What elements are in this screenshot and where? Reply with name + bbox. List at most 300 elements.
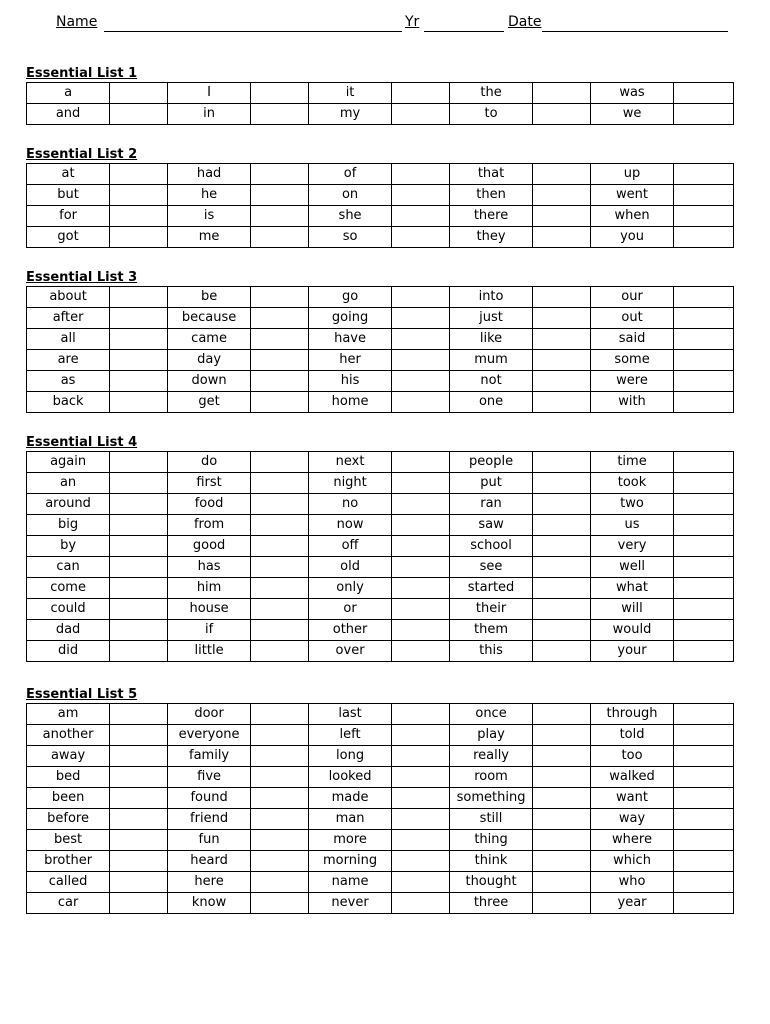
word-cell: no <box>308 494 391 515</box>
word-cell: about <box>27 287 110 308</box>
answer-cell[interactable] <box>674 206 734 227</box>
answer-cell[interactable] <box>674 767 734 788</box>
essential-list-2 <box>26 147 734 248</box>
answer-cell[interactable] <box>110 599 168 620</box>
answer-cell[interactable] <box>674 788 734 809</box>
word-cell: friend <box>167 809 250 830</box>
word-cell: who <box>590 872 673 893</box>
word-cell: away <box>27 746 110 767</box>
answer-cell[interactable] <box>392 578 450 599</box>
answer-cell[interactable] <box>674 851 734 872</box>
answer-cell[interactable] <box>251 599 309 620</box>
answer-cell[interactable] <box>392 620 450 641</box>
answer-cell[interactable] <box>533 851 591 872</box>
table-row <box>27 599 734 620</box>
word-cell: this <box>449 641 532 662</box>
answer-cell[interactable] <box>674 725 734 746</box>
answer-cell[interactable] <box>674 227 734 248</box>
word-cell: would <box>590 620 673 641</box>
answer-cell[interactable] <box>392 329 450 350</box>
answer-cell[interactable] <box>533 164 591 185</box>
answer-cell[interactable] <box>110 788 168 809</box>
table-row <box>27 308 734 329</box>
list-title: Essential List 5 <box>26 687 138 702</box>
word-cell: do <box>167 452 250 473</box>
answer-cell[interactable] <box>110 452 168 473</box>
word-cell: big <box>27 515 110 536</box>
word-cell: out <box>590 308 673 329</box>
word-cell: off <box>308 536 391 557</box>
word-table <box>26 163 734 248</box>
word-cell: said <box>590 329 673 350</box>
answer-cell[interactable] <box>392 392 450 413</box>
table-row <box>27 536 734 557</box>
word-cell: first <box>167 473 250 494</box>
answer-cell[interactable] <box>674 164 734 185</box>
answer-cell[interactable] <box>674 620 734 641</box>
word-cell: time <box>590 452 673 473</box>
word-cell: down <box>167 371 250 392</box>
word-cell: me <box>167 227 250 248</box>
answer-cell[interactable] <box>674 494 734 515</box>
answer-cell[interactable] <box>392 515 450 536</box>
answer-cell[interactable] <box>392 452 450 473</box>
word-cell: for <box>27 206 110 227</box>
date-field[interactable] <box>542 31 728 32</box>
date-label: Date <box>508 14 542 30</box>
word-cell: home <box>308 392 391 413</box>
word-cell: want <box>590 788 673 809</box>
word-cell: started <box>449 578 532 599</box>
answer-cell[interactable] <box>533 725 591 746</box>
yr-field[interactable] <box>424 31 504 32</box>
word-cell: man <box>308 809 391 830</box>
answer-cell[interactable] <box>533 494 591 515</box>
answer-cell[interactable] <box>110 641 168 662</box>
answer-cell[interactable] <box>392 851 450 872</box>
answer-cell[interactable] <box>251 557 309 578</box>
word-cell: at <box>27 164 110 185</box>
essential-list-5 <box>26 687 734 914</box>
answer-cell[interactable] <box>533 641 591 662</box>
word-cell: his <box>308 371 391 392</box>
answer-cell[interactable] <box>533 308 591 329</box>
yr-label: Yr <box>405 14 420 30</box>
word-cell: before <box>27 809 110 830</box>
word-cell: looked <box>308 767 391 788</box>
answer-cell[interactable] <box>392 809 450 830</box>
word-cell: not <box>449 371 532 392</box>
answer-cell[interactable] <box>251 350 309 371</box>
word-cell: in <box>167 104 250 125</box>
word-cell: are <box>27 350 110 371</box>
answer-cell[interactable] <box>392 164 450 185</box>
word-cell: way <box>590 809 673 830</box>
answer-cell[interactable] <box>251 83 309 104</box>
answer-cell[interactable] <box>392 227 450 248</box>
word-cell: and <box>27 104 110 125</box>
word-cell: fun <box>167 830 250 851</box>
answer-cell[interactable] <box>251 830 309 851</box>
word-cell: house <box>167 599 250 620</box>
answer-cell[interactable] <box>533 227 591 248</box>
word-cell: night <box>308 473 391 494</box>
answer-cell[interactable] <box>110 851 168 872</box>
word-cell: going <box>308 308 391 329</box>
answer-cell[interactable] <box>533 329 591 350</box>
word-cell: another <box>27 725 110 746</box>
table-row <box>27 641 734 662</box>
word-cell: walked <box>590 767 673 788</box>
answer-cell[interactable] <box>392 371 450 392</box>
answer-cell[interactable] <box>110 164 168 185</box>
word-table <box>26 286 734 413</box>
answer-cell[interactable] <box>392 767 450 788</box>
answer-cell[interactable] <box>674 473 734 494</box>
answer-cell[interactable] <box>533 893 591 914</box>
table-row <box>27 329 734 350</box>
table-row <box>27 206 734 227</box>
table-row <box>27 788 734 809</box>
answer-cell[interactable] <box>110 287 168 308</box>
word-cell: two <box>590 494 673 515</box>
answer-cell[interactable] <box>110 185 168 206</box>
word-cell: here <box>167 872 250 893</box>
word-cell: very <box>590 536 673 557</box>
answer-cell[interactable] <box>392 287 450 308</box>
answer-cell[interactable] <box>674 308 734 329</box>
word-cell: which <box>590 851 673 872</box>
answer-cell[interactable] <box>533 185 591 206</box>
answer-cell[interactable] <box>533 704 591 725</box>
answer-cell[interactable] <box>674 287 734 308</box>
word-cell: up <box>590 164 673 185</box>
answer-cell[interactable] <box>533 809 591 830</box>
name-field[interactable] <box>104 31 402 32</box>
answer-cell[interactable] <box>533 104 591 125</box>
answer-cell[interactable] <box>392 830 450 851</box>
answer-cell[interactable] <box>533 83 591 104</box>
answer-cell[interactable] <box>251 452 309 473</box>
table-row <box>27 830 734 851</box>
answer-cell[interactable] <box>674 641 734 662</box>
word-cell: old <box>308 557 391 578</box>
answer-cell[interactable] <box>533 872 591 893</box>
word-cell: he <box>167 185 250 206</box>
answer-cell[interactable] <box>533 371 591 392</box>
word-cell: like <box>449 329 532 350</box>
answer-cell[interactable] <box>392 746 450 767</box>
answer-cell[interactable] <box>110 104 168 125</box>
word-cell: a <box>27 83 110 104</box>
word-cell: bed <box>27 767 110 788</box>
answer-cell[interactable] <box>533 206 591 227</box>
answer-cell[interactable] <box>251 578 309 599</box>
answer-cell[interactable] <box>251 515 309 536</box>
answer-cell[interactable] <box>251 206 309 227</box>
answer-cell[interactable] <box>110 308 168 329</box>
answer-cell[interactable] <box>674 704 734 725</box>
word-cell: day <box>167 350 250 371</box>
answer-cell[interactable] <box>251 767 309 788</box>
answer-cell[interactable] <box>392 557 450 578</box>
answer-cell[interactable] <box>251 704 309 725</box>
answer-cell[interactable] <box>251 287 309 308</box>
answer-cell[interactable] <box>392 893 450 914</box>
word-cell: she <box>308 206 391 227</box>
word-cell: morning <box>308 851 391 872</box>
answer-cell[interactable] <box>251 746 309 767</box>
answer-cell[interactable] <box>251 620 309 641</box>
answer-cell[interactable] <box>110 473 168 494</box>
word-cell: other <box>308 620 391 641</box>
answer-cell[interactable] <box>392 641 450 662</box>
word-cell: see <box>449 557 532 578</box>
word-cell: ran <box>449 494 532 515</box>
answer-cell[interactable] <box>674 392 734 413</box>
answer-cell[interactable] <box>251 851 309 872</box>
answer-cell[interactable] <box>392 308 450 329</box>
table-row <box>27 704 734 725</box>
answer-cell[interactable] <box>110 536 168 557</box>
word-cell: into <box>449 287 532 308</box>
answer-cell[interactable] <box>251 371 309 392</box>
word-cell: told <box>590 725 673 746</box>
answer-cell[interactable] <box>392 494 450 515</box>
answer-cell[interactable] <box>674 557 734 578</box>
word-cell: there <box>449 206 532 227</box>
word-cell: little <box>167 641 250 662</box>
answer-cell[interactable] <box>674 872 734 893</box>
word-cell: we <box>590 104 673 125</box>
word-cell: room <box>449 767 532 788</box>
word-cell: got <box>27 227 110 248</box>
answer-cell[interactable] <box>674 893 734 914</box>
word-cell: her <box>308 350 391 371</box>
answer-cell[interactable] <box>392 872 450 893</box>
word-cell: as <box>27 371 110 392</box>
answer-cell[interactable] <box>674 329 734 350</box>
word-cell: will <box>590 599 673 620</box>
table-row <box>27 473 734 494</box>
answer-cell[interactable] <box>533 788 591 809</box>
answer-cell[interactable] <box>533 578 591 599</box>
word-cell: never <box>308 893 391 914</box>
table-row <box>27 83 734 104</box>
word-cell: you <box>590 227 673 248</box>
answer-cell[interactable] <box>392 206 450 227</box>
word-cell: something <box>449 788 532 809</box>
answer-cell[interactable] <box>674 830 734 851</box>
answer-cell[interactable] <box>110 893 168 914</box>
word-cell: or <box>308 599 391 620</box>
answer-cell[interactable] <box>674 599 734 620</box>
answer-cell[interactable] <box>110 767 168 788</box>
word-cell: am <box>27 704 110 725</box>
table-row <box>27 185 734 206</box>
word-cell: after <box>27 308 110 329</box>
answer-cell[interactable] <box>251 473 309 494</box>
answer-cell[interactable] <box>674 350 734 371</box>
table-row <box>27 494 734 515</box>
answer-cell[interactable] <box>110 227 168 248</box>
table-row <box>27 350 734 371</box>
answer-cell[interactable] <box>251 725 309 746</box>
word-cell: three <box>449 893 532 914</box>
word-cell: thing <box>449 830 532 851</box>
answer-cell[interactable] <box>110 578 168 599</box>
word-cell: best <box>27 830 110 851</box>
answer-cell[interactable] <box>392 83 450 104</box>
word-cell: come <box>27 578 110 599</box>
answer-cell[interactable] <box>251 494 309 515</box>
word-cell: with <box>590 392 673 413</box>
word-cell: year <box>590 893 673 914</box>
table-row <box>27 767 734 788</box>
answer-cell[interactable] <box>251 308 309 329</box>
answer-cell[interactable] <box>392 185 450 206</box>
answer-cell[interactable] <box>110 809 168 830</box>
word-cell: mum <box>449 350 532 371</box>
word-cell: know <box>167 893 250 914</box>
list-title: Essential List 3 <box>26 270 138 285</box>
answer-cell[interactable] <box>392 104 450 125</box>
answer-cell[interactable] <box>533 287 591 308</box>
word-cell: is <box>167 206 250 227</box>
word-cell: they <box>449 227 532 248</box>
answer-cell[interactable] <box>110 206 168 227</box>
answer-cell[interactable] <box>251 164 309 185</box>
answer-cell[interactable] <box>674 536 734 557</box>
answer-cell[interactable] <box>251 872 309 893</box>
table-row <box>27 809 734 830</box>
worksheet-header <box>0 14 770 36</box>
word-cell: all <box>27 329 110 350</box>
answer-cell[interactable] <box>533 830 591 851</box>
table-row <box>27 620 734 641</box>
answer-cell[interactable] <box>110 371 168 392</box>
word-cell: door <box>167 704 250 725</box>
answer-cell[interactable] <box>674 746 734 767</box>
table-row <box>27 104 734 125</box>
word-cell: him <box>167 578 250 599</box>
answer-cell[interactable] <box>674 578 734 599</box>
answer-cell[interactable] <box>674 104 734 125</box>
answer-cell[interactable] <box>251 104 309 125</box>
answer-cell[interactable] <box>392 725 450 746</box>
answer-cell[interactable] <box>533 557 591 578</box>
word-cell: around <box>27 494 110 515</box>
word-cell: by <box>27 536 110 557</box>
answer-cell[interactable] <box>251 641 309 662</box>
word-cell: left <box>308 725 391 746</box>
answer-cell[interactable] <box>674 371 734 392</box>
answer-cell[interactable] <box>674 809 734 830</box>
word-cell: because <box>167 308 250 329</box>
answer-cell[interactable] <box>251 329 309 350</box>
word-cell: go <box>308 287 391 308</box>
essential-list-3 <box>26 270 734 413</box>
word-cell: it <box>308 83 391 104</box>
answer-cell[interactable] <box>533 536 591 557</box>
answer-cell[interactable] <box>533 350 591 371</box>
answer-cell[interactable] <box>110 329 168 350</box>
word-cell: good <box>167 536 250 557</box>
answer-cell[interactable] <box>110 515 168 536</box>
answer-cell[interactable] <box>392 704 450 725</box>
table-row <box>27 557 734 578</box>
word-cell: people <box>449 452 532 473</box>
answer-cell[interactable] <box>392 536 450 557</box>
answer-cell[interactable] <box>674 452 734 473</box>
answer-cell[interactable] <box>533 452 591 473</box>
answer-cell[interactable] <box>392 473 450 494</box>
answer-cell[interactable] <box>533 746 591 767</box>
answer-cell[interactable] <box>110 620 168 641</box>
word-table <box>26 451 734 662</box>
answer-cell[interactable] <box>533 392 591 413</box>
table-row <box>27 452 734 473</box>
word-cell: well <box>590 557 673 578</box>
answer-cell[interactable] <box>533 767 591 788</box>
answer-cell[interactable] <box>392 350 450 371</box>
answer-cell[interactable] <box>110 83 168 104</box>
word-cell: my <box>308 104 391 125</box>
answer-cell[interactable] <box>533 473 591 494</box>
answer-cell[interactable] <box>251 185 309 206</box>
answer-cell[interactable] <box>251 536 309 557</box>
answer-cell[interactable] <box>251 809 309 830</box>
answer-cell[interactable] <box>674 83 734 104</box>
word-cell: through <box>590 704 673 725</box>
answer-cell[interactable] <box>110 350 168 371</box>
answer-cell[interactable] <box>392 788 450 809</box>
word-cell: went <box>590 185 673 206</box>
answer-cell[interactable] <box>110 494 168 515</box>
answer-cell[interactable] <box>533 620 591 641</box>
word-cell: next <box>308 452 391 473</box>
table-row <box>27 227 734 248</box>
word-cell: but <box>27 185 110 206</box>
word-cell: name <box>308 872 391 893</box>
answer-cell[interactable] <box>251 893 309 914</box>
answer-cell[interactable] <box>251 392 309 413</box>
answer-cell[interactable] <box>110 704 168 725</box>
answer-cell[interactable] <box>533 599 591 620</box>
word-cell: heard <box>167 851 250 872</box>
answer-cell[interactable] <box>110 725 168 746</box>
table-row <box>27 893 734 914</box>
answer-cell[interactable] <box>674 515 734 536</box>
answer-cell[interactable] <box>110 392 168 413</box>
answer-cell[interactable] <box>674 185 734 206</box>
answer-cell[interactable] <box>110 557 168 578</box>
answer-cell[interactable] <box>392 599 450 620</box>
word-cell: the <box>449 83 532 104</box>
word-cell: food <box>167 494 250 515</box>
answer-cell[interactable] <box>110 872 168 893</box>
answer-cell[interactable] <box>251 788 309 809</box>
answer-cell[interactable] <box>251 227 309 248</box>
list-title: Essential List 2 <box>26 147 138 162</box>
answer-cell[interactable] <box>533 515 591 536</box>
word-cell: an <box>27 473 110 494</box>
word-cell: everyone <box>167 725 250 746</box>
answer-cell[interactable] <box>110 746 168 767</box>
answer-cell[interactable] <box>110 830 168 851</box>
word-cell: your <box>590 641 673 662</box>
word-cell: their <box>449 599 532 620</box>
